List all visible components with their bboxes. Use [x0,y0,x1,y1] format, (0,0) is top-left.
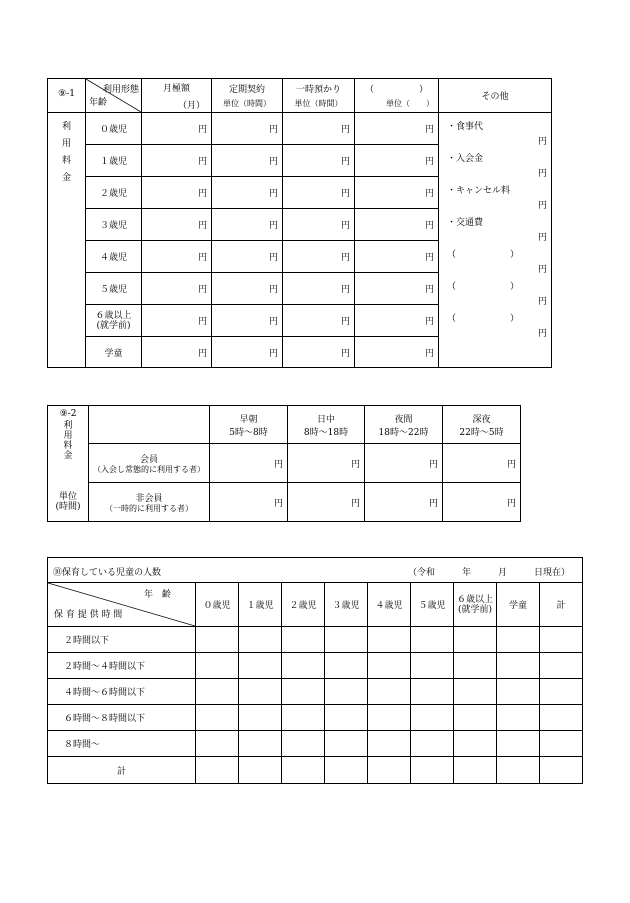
row-label: ４時間〜６時間以下 [48,679,196,705]
fee-cell[interactable]: 円 [355,273,439,305]
count-cell[interactable] [196,679,239,705]
count-cell[interactable] [497,731,540,757]
count-cell[interactable] [454,731,497,757]
row-label-sub: (就学前) [96,320,131,331]
fee-cell[interactable]: 円 [142,209,212,241]
fee-cell[interactable]: 円 [355,113,439,145]
count-cell[interactable] [368,731,411,757]
count-cell[interactable] [454,705,497,731]
row-label-nonmember [89,483,210,522]
count-cell[interactable] [540,757,583,784]
count-cell[interactable] [368,653,411,679]
side-char: 用 [61,139,71,149]
col-header-temporary [283,79,355,113]
fee-cell[interactable]: 円 [288,483,365,522]
table1-code: ⑨-1 [48,79,86,113]
other-item-label: ・キャンセル料 [447,186,511,196]
row-sub: （入会し常態的に利用する者） [93,464,205,474]
count-cell[interactable] [239,627,282,653]
count-cell[interactable] [239,653,282,679]
fee-cell[interactable]: 円 [142,113,212,145]
col-header-early [210,406,288,444]
fee-cell[interactable]: 円 [288,444,365,483]
col-header-evening [365,406,443,444]
unit-label: 単位 [58,491,77,502]
table3-title-row [48,558,583,583]
table3-date[interactable]: （令和 年 月 日現在） [408,568,571,578]
fee-cell[interactable]: 円 [142,177,212,209]
col-name: 深夜 [472,414,491,425]
side-char: 料 [61,156,71,166]
corner-top-label: 利用形態 [102,85,139,95]
other-item-label: ・交通費 [447,218,484,228]
col-name: 日中 [316,414,335,425]
fee-cell[interactable]: 円 [212,241,283,273]
col-header: １歳児 [239,583,282,627]
other-item-unit: 円 [537,137,547,147]
row-label: ２時間〜４時間以下 [48,653,196,679]
row-sub: （一時的に利用する者） [105,503,193,513]
fee-cell[interactable]: 円 [142,241,212,273]
table3-title: ⑩保育している児童の人数 [53,568,162,578]
fee-cell[interactable]: 円 [355,305,439,337]
other-item-label: ・食事代 [447,122,484,132]
col-header-age6plus [454,583,497,627]
fee-cell[interactable]: 円 [355,241,439,273]
count-cell[interactable] [497,627,540,653]
col-header-bottom: 単位（時間） [294,99,343,108]
count-cell[interactable] [239,731,282,757]
table2-unit-label [48,483,89,522]
other-item-unit: 円 [537,329,547,339]
row-label-age3: ３歳児 [86,209,142,241]
fee-cell[interactable]: 円 [283,241,355,273]
col-header-top: 月極額 [162,83,190,94]
fee-cell[interactable]: 円 [283,177,355,209]
usage-fee-table-2 [47,405,521,522]
count-cell[interactable] [282,653,325,679]
col-header-monthly [142,79,212,113]
other-item-unit: 円 [537,201,547,211]
count-cell[interactable] [540,731,583,757]
col-header-bottom: （月） [177,100,205,111]
fee-cell[interactable]: 円 [283,113,355,145]
row-label-schoolchild: 学童 [86,337,142,368]
fee-cell[interactable]: 円 [283,337,355,368]
other-item-transport[interactable] [447,215,547,243]
fee-cell[interactable]: 円 [283,209,355,241]
fee-cell[interactable]: 円 [355,209,439,241]
other-item-custom[interactable] [447,279,547,307]
col-header: ４歳児 [368,583,411,627]
count-cell[interactable] [282,627,325,653]
count-cell[interactable] [368,679,411,705]
table3-corner-header [48,583,196,627]
count-cell[interactable] [497,653,540,679]
fee-cell[interactable]: 円 [283,145,355,177]
side-char: 用 [63,431,73,441]
side-char: 利 [61,122,71,132]
side-char: 金 [61,173,71,183]
table2-blank-header [89,406,210,444]
other-item-custom[interactable] [447,247,547,275]
col-time: 8時〜18時 [303,427,349,438]
col-header-bottom: 単位（ ） [386,99,434,108]
fee-cell[interactable]: 円 [355,337,439,368]
other-item-label: （ ） [447,250,520,260]
col-name: 早朝 [239,414,258,425]
count-cell[interactable] [411,627,454,653]
col-header-custom [355,79,439,113]
fee-cell[interactable]: 円 [443,444,521,483]
row-label: ８時間〜 [48,731,196,757]
fee-cell[interactable]: 円 [443,483,521,522]
count-cell[interactable] [196,757,239,784]
count-cell[interactable] [411,731,454,757]
other-item-unit: 円 [537,265,547,275]
col-header: 学童 [497,583,540,627]
count-cell[interactable] [196,627,239,653]
col-header-regular [212,79,283,113]
other-item-admission[interactable] [447,151,547,179]
col-header-other: その他 [439,79,552,113]
side-char: 利 [63,421,73,431]
fee-cell[interactable]: 円 [212,177,283,209]
row-label-main: ６歳以上 [95,310,132,321]
col-header-sub: (就学前) [457,604,493,615]
table2-code: ⑨-2 [59,409,77,419]
fee-cell[interactable]: 円 [212,337,283,368]
fee-cell[interactable]: 円 [283,305,355,337]
col-time: 18時〜22時 [378,427,429,438]
count-cell[interactable] [540,705,583,731]
count-cell[interactable] [454,627,497,653]
row-label-age4: ４歳児 [86,241,142,273]
count-cell[interactable] [497,705,540,731]
count-cell[interactable] [196,653,239,679]
fee-cell[interactable]: 円 [355,145,439,177]
fee-cell[interactable]: 円 [212,113,283,145]
count-cell[interactable] [282,705,325,731]
col-header: ３歳児 [325,583,368,627]
count-cell[interactable] [540,627,583,653]
count-cell[interactable] [325,627,368,653]
count-cell[interactable] [368,705,411,731]
count-cell[interactable] [411,653,454,679]
row-label-total: 計 [48,757,196,784]
count-cell[interactable] [411,757,454,784]
col-time: 5時〜8時 [229,427,268,438]
count-cell[interactable] [540,679,583,705]
other-item-label: （ ） [447,314,520,324]
count-cell[interactable] [411,705,454,731]
side-char: 料 [63,441,73,451]
table2-code-side [48,406,89,483]
col-header-main: ６歳以上 [456,594,493,605]
col-header-top: 一時預かり [295,85,341,95]
count-cell[interactable] [325,679,368,705]
count-cell[interactable] [540,653,583,679]
count-cell[interactable] [325,705,368,731]
count-cell[interactable] [196,731,239,757]
col-name: 夜間 [394,414,413,425]
other-fees-cell [439,113,552,368]
side-char: 金 [63,451,73,461]
count-cell[interactable] [239,705,282,731]
count-cell[interactable] [454,757,497,784]
col-header-night [443,406,521,444]
col-header: 計 [540,583,583,627]
fee-cell[interactable]: 円 [142,145,212,177]
fee-cell[interactable]: 円 [283,273,355,305]
col-time: 22時〜5時 [459,427,504,438]
count-cell[interactable] [282,731,325,757]
row-label-age1: １歳児 [86,145,142,177]
fee-cell[interactable]: 円 [212,145,283,177]
other-item-unit: 円 [537,233,547,243]
count-cell[interactable] [497,679,540,705]
row-name: 会員 [139,454,158,465]
count-cell[interactable] [239,757,282,784]
fee-cell[interactable]: 円 [142,337,212,368]
col-header: ２歳児 [282,583,325,627]
table1-side-label [48,113,86,368]
fee-cell[interactable]: 円 [210,444,288,483]
corner-bottom-label: 年齢 [89,98,108,108]
fee-cell[interactable]: 円 [212,209,283,241]
row-label-age6plus [86,305,142,337]
col-header-top: 定期契約 [228,85,265,95]
other-item-custom[interactable] [447,311,547,339]
fee-cell[interactable]: 円 [142,305,212,337]
fee-cell[interactable]: 円 [142,273,212,305]
fee-cell[interactable]: 円 [355,177,439,209]
row-label: ６時間〜８時間以下 [48,705,196,731]
row-label-age0: ０歳児 [86,113,142,145]
row-label-age2: ２歳児 [86,177,142,209]
row-label: ２時間以下 [48,627,196,653]
table1-corner-header [86,79,142,113]
col-header: ５歳児 [411,583,454,627]
col-header: ０歳児 [196,583,239,627]
count-cell[interactable] [325,731,368,757]
row-label-age5: ５歳児 [86,273,142,305]
count-cell[interactable] [454,653,497,679]
count-cell[interactable] [282,757,325,784]
row-label-member [89,444,210,483]
count-cell[interactable] [454,679,497,705]
count-cell[interactable] [368,757,411,784]
count-cell[interactable] [368,627,411,653]
count-cell[interactable] [325,653,368,679]
usage-fee-table-1 [47,78,552,368]
count-cell[interactable] [497,757,540,784]
children-count-table [47,557,583,784]
count-cell[interactable] [411,679,454,705]
other-item-label: （ ） [447,282,520,292]
count-cell[interactable] [239,679,282,705]
fee-cell[interactable]: 円 [210,483,288,522]
col-header-bottom: 単位（時間） [223,99,271,108]
fee-cell[interactable]: 円 [365,483,443,522]
fee-cell[interactable]: 円 [212,305,283,337]
other-item-meal[interactable] [447,119,547,147]
fee-cell[interactable]: 円 [365,444,443,483]
other-item-unit: 円 [537,169,547,179]
unit-label-sub: (時間) [55,501,81,512]
other-item-label: ・入会金 [447,154,484,164]
count-cell[interactable] [325,757,368,784]
corner-bottom-label: 保 育 提 供 時 間 [54,610,123,620]
fee-cell[interactable]: 円 [212,273,283,305]
other-item-cancel[interactable] [447,183,547,211]
corner-top-label: 年 齢 [143,590,171,600]
row-name: 非会員 [135,493,163,504]
count-cell[interactable] [282,679,325,705]
col-header-top: （ ） [364,85,428,95]
other-item-unit: 円 [537,297,547,307]
count-cell[interactable] [196,705,239,731]
col-header-day [288,406,365,444]
